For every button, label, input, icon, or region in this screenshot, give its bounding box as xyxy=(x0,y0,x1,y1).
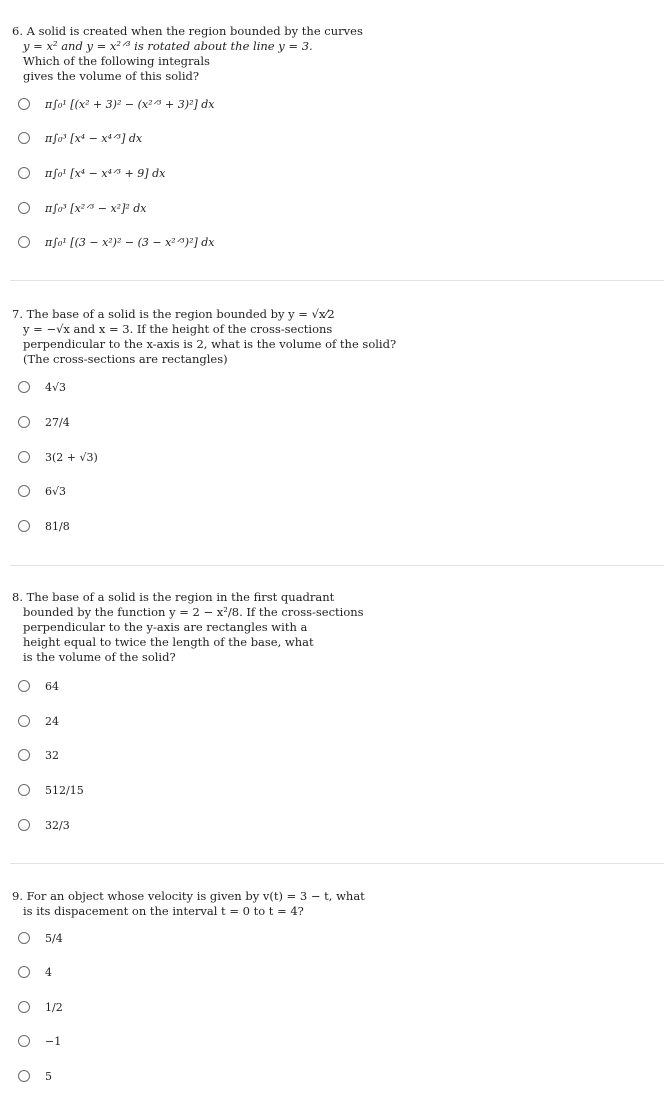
radio-button[interactable] xyxy=(18,1001,30,1013)
question-8-text xyxy=(12,590,364,665)
option-label: π∫₀¹ [(x² + 3)² − (x²ᐟ³ + 3)²] dx xyxy=(45,97,215,111)
stem-line-1: For an object whose velocity is given by v(t) = 3 − t, what xyxy=(26,889,365,903)
option-label: 6√3 xyxy=(45,484,67,498)
radio-button[interactable] xyxy=(18,932,30,944)
q7-option-e[interactable] xyxy=(18,516,70,536)
radio-button[interactable] xyxy=(18,784,30,796)
q9-option-e[interactable] xyxy=(18,1066,52,1086)
q7-option-b[interactable] xyxy=(18,412,70,432)
q8-option-e[interactable] xyxy=(18,815,70,835)
question-9-text xyxy=(12,889,365,919)
stem-line-3: Which of the following integrals xyxy=(23,54,210,68)
radio-button[interactable] xyxy=(18,715,30,727)
radio-button[interactable] xyxy=(18,381,30,393)
stem-line-3: perpendicular to the x-axis is 2, what is the volume of the solid? xyxy=(23,337,397,351)
option-label: 4 xyxy=(45,965,52,979)
q6-option-a[interactable] xyxy=(18,94,215,114)
question-divider xyxy=(10,280,664,281)
radio-button[interactable] xyxy=(18,966,30,978)
option-label: 5/4 xyxy=(45,931,63,945)
stem-line-4: gives the volume of this solid? xyxy=(23,69,200,83)
stem-line-4: (The cross-sections are rectangles) xyxy=(23,352,228,366)
option-label: 512/15 xyxy=(45,783,84,797)
option-label: 81/8 xyxy=(45,519,70,533)
radio-button[interactable] xyxy=(18,98,30,110)
option-label: π∫₀¹ [x⁴ − x⁴ᐟ³ + 9] dx xyxy=(45,166,166,180)
q6-option-d[interactable] xyxy=(18,198,147,218)
q9-option-c[interactable] xyxy=(18,997,63,1017)
q6-option-b[interactable] xyxy=(18,128,142,148)
stem-line-1: The base of a solid is the region in the first quadrant xyxy=(26,590,335,604)
option-label: 32/3 xyxy=(45,818,70,832)
option-label: 64 xyxy=(45,679,59,693)
question-6-text xyxy=(12,24,363,84)
q9-option-d[interactable] xyxy=(18,1031,61,1051)
stem-line-5: is the volume of the solid? xyxy=(23,650,176,664)
q9-option-a[interactable] xyxy=(18,928,63,948)
question-7-text xyxy=(12,307,396,367)
stem-line-3: perpendicular to the y-axis are rectangles with a xyxy=(23,620,308,634)
q8-option-b[interactable] xyxy=(18,711,59,731)
radio-button[interactable] xyxy=(18,819,30,831)
option-label: 1/2 xyxy=(45,1000,63,1014)
question-divider xyxy=(10,863,664,864)
radio-button[interactable] xyxy=(18,1070,30,1082)
q7-option-d[interactable] xyxy=(18,481,66,501)
option-label: 3(2 + √3) xyxy=(45,450,98,464)
q7-option-c[interactable] xyxy=(18,447,98,467)
question-number: 9. xyxy=(12,889,23,903)
stem-line-2: y = −√x and x = 3. If the height of the cross-sections xyxy=(23,322,333,336)
option-label: 4√3 xyxy=(45,380,67,394)
q6-option-c[interactable] xyxy=(18,163,165,183)
stem-line-1: The base of a solid is the region bounded by y = √x⁄2 xyxy=(26,307,335,321)
option-label: π∫₀³ [x²ᐟ³ − x²]² dx xyxy=(45,201,147,215)
radio-button[interactable] xyxy=(18,1035,30,1047)
radio-button[interactable] xyxy=(18,451,30,463)
option-label: 24 xyxy=(45,714,59,728)
q6-option-e[interactable] xyxy=(18,232,215,252)
stem-line-2: is its dispacement on the interval t = 0 to t = 4? xyxy=(23,904,304,918)
radio-button[interactable] xyxy=(18,167,30,179)
q7-option-a[interactable] xyxy=(18,377,66,397)
stem-line-4: height equal to twice the length of the base, what xyxy=(23,635,314,649)
stem-line-1: A solid is created when the region bounded by the curves xyxy=(26,24,363,38)
radio-button[interactable] xyxy=(18,236,30,248)
option-label: 27/4 xyxy=(45,415,70,429)
q8-option-d[interactable] xyxy=(18,780,84,800)
stem-line-2: bounded by the function y = 2 − x²/8. If the cross-sections xyxy=(23,605,364,619)
q8-option-a[interactable] xyxy=(18,676,59,696)
radio-button[interactable] xyxy=(18,520,30,532)
question-number: 8. xyxy=(12,590,23,604)
question-divider xyxy=(10,565,664,566)
radio-button[interactable] xyxy=(18,132,30,144)
option-label: π∫₀³ [x⁴ − x⁴ᐟ³] dx xyxy=(45,131,143,145)
q8-option-c[interactable] xyxy=(18,745,59,765)
radio-button[interactable] xyxy=(18,202,30,214)
radio-button[interactable] xyxy=(18,416,30,428)
radio-button[interactable] xyxy=(18,680,30,692)
question-number: 7. xyxy=(12,307,23,321)
option-label: π∫₀¹ [(3 − x²)² − (3 − x²ᐟ³)²] dx xyxy=(45,235,215,249)
stem-line-2: y = x² and y = x²ᐟ³ is rotated about the line y = 3. xyxy=(23,39,313,53)
option-label: −1 xyxy=(45,1034,62,1048)
q9-option-b[interactable] xyxy=(18,962,52,982)
option-label: 5 xyxy=(45,1069,52,1083)
radio-button[interactable] xyxy=(18,749,30,761)
option-label: 32 xyxy=(45,748,59,762)
radio-button[interactable] xyxy=(18,485,30,497)
question-number: 6. xyxy=(12,24,23,38)
